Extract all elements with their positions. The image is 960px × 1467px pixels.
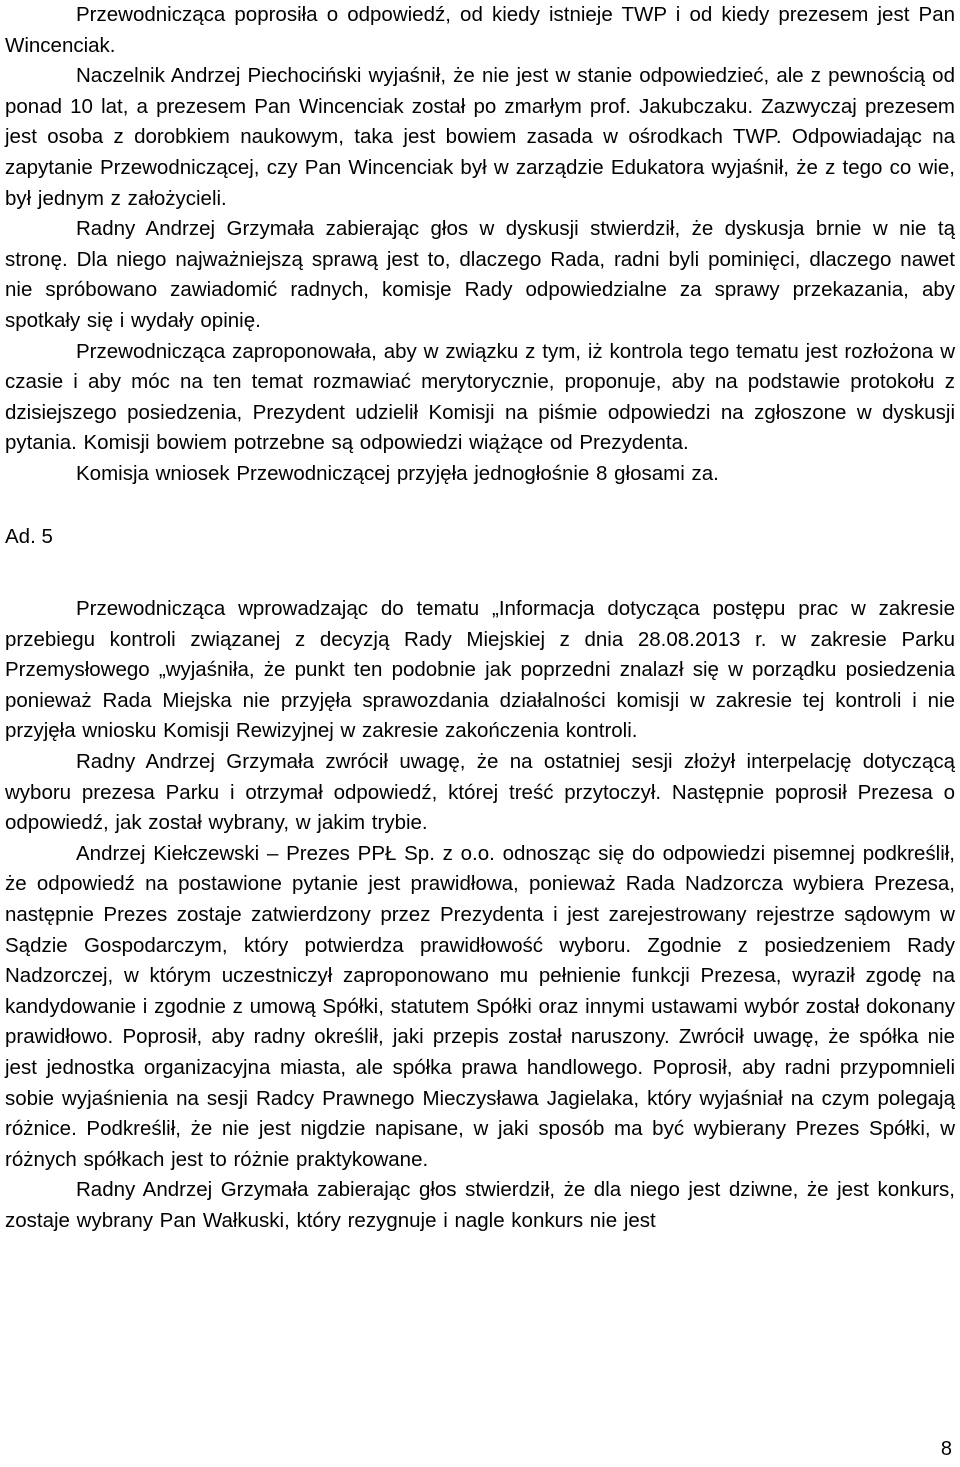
paragraph-piechocinski-answer: Naczelnik Andrzej Piechociński wyjaśnił, że nie jest w stanie odpowiedzieć, ale z pewnością od ponad 10 lat, a prezesem Pan Wincenciak został po zmarłym prof. Jakubczaku. Zazwyczaj prezesem jest osoba z dorobkiem naukowym, taka jest bowiem zasada w ośrodkach TWP. Odpowiadając na zapytanie Przewodniczącej, czy Pan Wincenciak był w zarządzie Edukatora wyjaśnił, że z tego co wie, był jednym z założycieli. [5, 64, 955, 210]
paragraph-grzymala-discussion: Radny Andrzej Grzymała zabierając głos w dyskusji stwierdził, że dyskusja brnie w nie tą stronę. Dla niego najważniejszą sprawą jest to, dlaczego Rada, radni byli pominięci, dlaczego nawet nie spróbowano zawiadomić radnych, komisje Rady odpowiedzialne za sprawy przekazania, aby spotkały się i wydały opinię. [5, 217, 955, 332]
section-heading-ad5: Ad. 5 [5, 524, 53, 548]
paragraph-commission-vote: Komisja wniosek Przewodniczącej przyjęła jednogłośnie 8 głosami za. [76, 461, 719, 485]
paragraph-chair-proposal: Przewodnicząca zaproponowała, aby w związku z tym, iż kontrola tego tematu jest rozłożona w czasie i aby móc na ten temat rozmawiać merytorycznie, proponuje, aby na podstawie protokołu z dzisiejszego posiedzenia, Prezydent udzielił Komisji na piśmie odpowiedzi na zgłoszone w dyskusji pytania. Komisji bowiem potrzebne są odpowiedzi wiążące od Prezydenta. [5, 339, 955, 455]
paragraph-grzymala-interpellation: Radny Andrzej Grzymała zwrócił uwagę, że na ostatniej sesji złożył interpelację dotyczącą wyboru prezesa Parku i otrzymał odpowiedź, której treść przytoczył. Następnie poprosił Prezesa o odpowiedź, jak został wybrany, w jakim trybie. [5, 750, 955, 835]
document-page [5, 0, 955, 1237]
spacer [5, 552, 955, 594]
page-number: 8 [940, 1438, 952, 1460]
paragraph-chair-question: Przewodnicząca poprosiła o odpowiedź, od kiedy istnieje TWP i od kiedy prezesem jest Pan Wincenciak. [5, 3, 955, 57]
paragraph-kielczewski-response: Andrzej Kiełczewski – Prezes PPŁ Sp. z o.o. odnosząc się do odpowiedzi pisemnej podkreślił, że odpowiedź na postawione pytanie jest prawidłowa, ponieważ Rada Nadzorcza wybiera Prezesa, następnie Prezes zostaje zatwierdzony przez Prezydenta i jest zarejestrowany rejestrze sądowym w Sądzie Gospodarczym, który potwierdza prawidłowość wyboru. Zgodnie z posiedzeniem Rady Nadzorczej, w którym uczestniczył zaproponowano mu pełnienie funkcji Prezesa, wyraził zgodę na kandydowanie i zgodnie z umową Spółki, statutem Spółki oraz innymi ustawami wybór został dokonany prawidłowo. Poprosił, aby radny określił, jaki przepis został naruszony. Zwrócił uwagę, że spółka nie jest jednostka organizacyjna miasta, ale spółka prawa handlowego. Poprosił, aby radni przypomnieli sobie wyjaśnienia na sesji Radcy Prawnego Mieczysława Jagielaka, który wyjaśniał na czym polegają różnice. Podkreślił, że nie jest nigdzie napisane, w jaki sposób ma być wybierany Prezes Spółki, w różnych spółkach jest to różnie praktykowane. [5, 841, 955, 1171]
paragraph-grzymala-competition: Radny Andrzej Grzymała zabierając głos stwierdził, że dla niego jest dziwne, że jest konkurs, zostaje wybrany Pan Wałkuski, który rezygnuje i nagle konkurs nie jest [5, 1178, 955, 1232]
paragraph-chair-introduction: Przewodnicząca wprowadzając do tematu „Informacja dotycząca postępu prac w zakresie przebiegu kontroli związanej z decyzją Rady Miejskiej z dnia 28.08.2013 r. w zakresie Parku Przemysłowego „wyjaśniła, że punkt ten podobnie jak poprzedni znalazł się w porządku posiedzenia ponieważ Rada Miejska nie przyjęła sprawozdania działalności komisji w zakresie tej kontroli i nie przyjęła wniosku Komisji Rewizyjnej w zakresie zakończenia kontroli. [5, 597, 955, 743]
spacer [5, 490, 955, 522]
